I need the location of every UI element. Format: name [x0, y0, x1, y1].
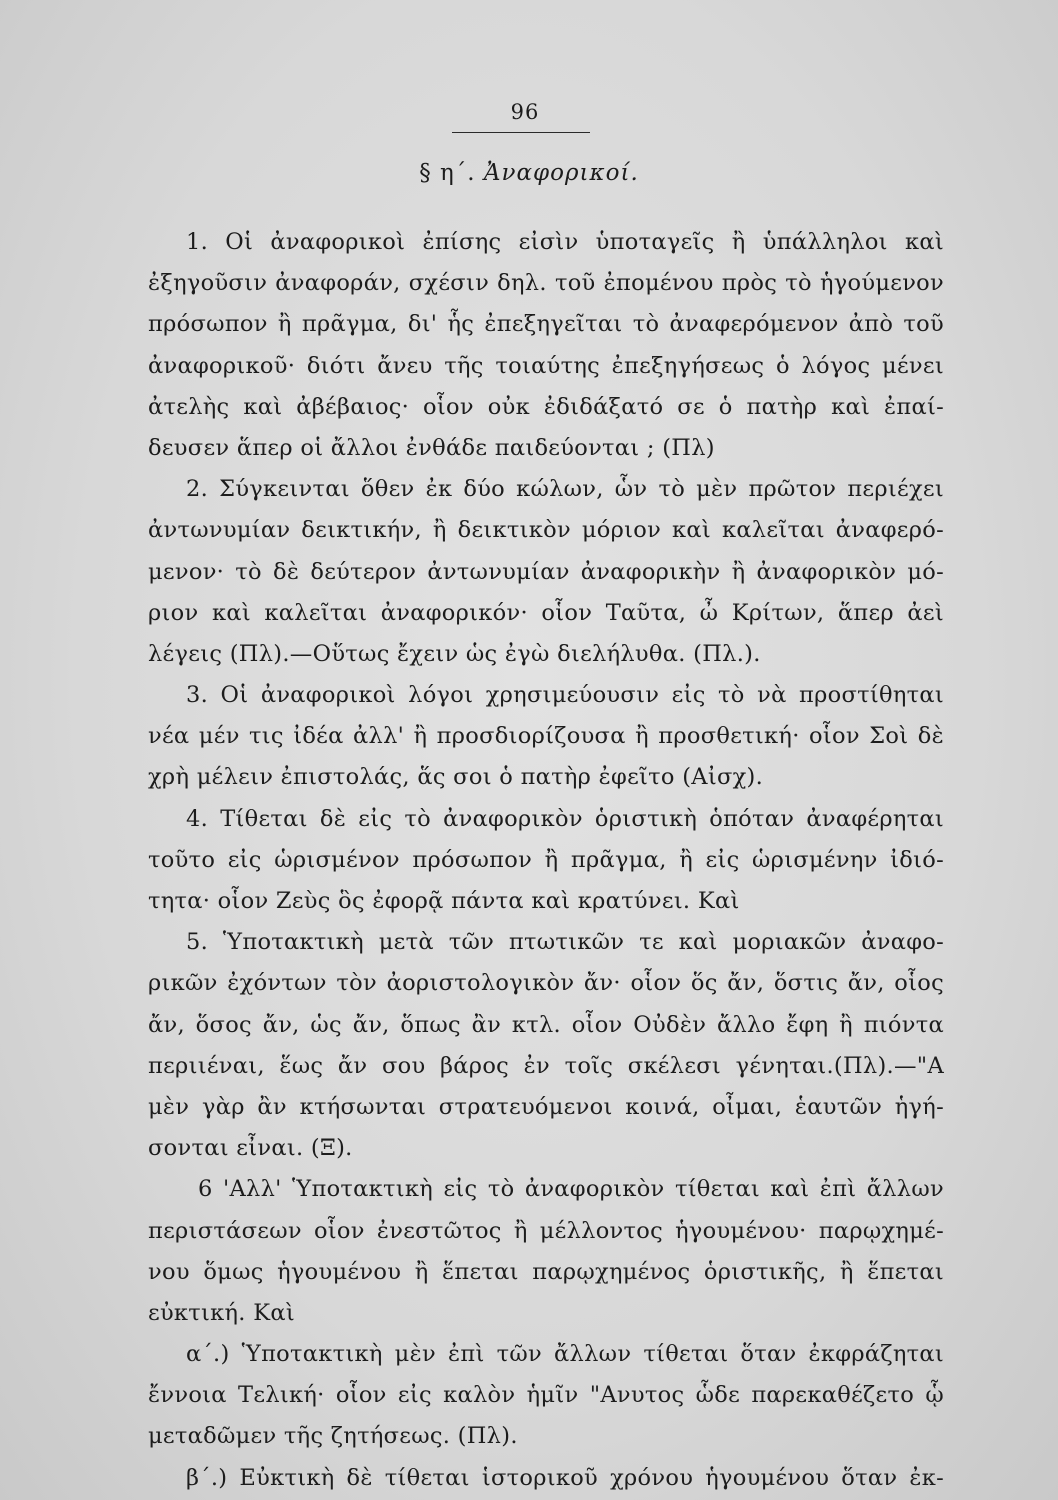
text-line: ἀτελὴς καὶ ἀβέβαιος· οἷον οὐκ ἐδιδάξατό σε ὁ πατὴρ καὶ ἐπαί- [148, 393, 944, 420]
text-line: μεταδῶμεν τῆς ζητήσεως. (Πλ). [148, 1423, 518, 1450]
section-heading [0, 160, 1058, 186]
page-number: 96 [510, 100, 540, 124]
text-line: 3. Οἱ ἀναφορικοὶ λόγοι χρησιμεύουσιν εἰς τὸ νὰ προστίθηται [186, 682, 944, 709]
text-line: νου ὅμως ἡγουμένου ἢ ἕπεται παρῳχημένος ὁριστικῆς, ἢ ἕπεται [148, 1258, 944, 1285]
text-line: σονται εἶναι. (Ξ). [148, 1135, 353, 1162]
text-line: ἐξηγοῦσιν ἀναφοράν, σχέσιν δηλ. τοῦ ἐπομένου πρὸς τὸ ἡγούμενον [148, 270, 944, 297]
text-line: α΄.) Ὑποτακτικὴ μὲν ἐπὶ τῶν ἄλλων τίθεται ὅταν ἐκφράζηται [186, 1341, 944, 1368]
text-line: νέα μέν τις ἰδέα ἀλλ' ἢ προσδιορίζουσα ἢ προσθετική· οἷον Σοὶ δὲ [148, 723, 944, 750]
text-line: 1. Οἱ ἀναφορικοὶ ἐπίσης εἰσὶν ὑποταγεῖς ἢ ὑπάλληλοι καὶ [186, 229, 944, 255]
text-line: ριον καὶ καλεῖται ἀναφορικόν· οἷον Ταῦτα, ὦ Κρίτων, ἅπερ ἀεὶ [148, 599, 944, 626]
text-line: ἀναφορικοῦ· διότι ἄνευ τῆς τοιαύτης ἐπεξηγήσεως ὁ λόγος μένει [148, 352, 944, 379]
text-line: ἀντωνυμίαν δεικτικήν, ἢ δεικτικὸν μόριον καὶ καλεῖται ἀναφερό- [148, 517, 944, 544]
text-line: τοῦτο εἰς ὡρισμένον πρόσωπον ἢ πρᾶγμα, ἢ εἰς ὡρισμένην ἰδιό- [148, 846, 944, 873]
text-line: εὐκτική. Καὶ [148, 1299, 295, 1326]
text-line: τητα· οἷον Ζεὺς ὃς ἐφορᾷ πάντα καὶ κρατύνει. Καὶ [148, 888, 740, 914]
text-line: 2. Σύγκεινται ὅθεν ἐκ δύο κώλων, ὧν τὸ μὲν πρῶτον περιέχει [186, 476, 944, 503]
text-line: ρικῶν ἐχόντων τὸν ἀοριστολογικὸν ἄν· οἷον ὅς ἄν, ὅστις ἄν, οἷος [148, 970, 944, 997]
section-title: Ἀναφορικοί. [483, 160, 639, 186]
body-text [148, 222, 944, 1499]
text-line: ἔννοια Τελική· οἷον εἰς καλὸν ἡμῖν "Ανυτος ὧδε παρεκαθέζετο ᾧ [148, 1382, 944, 1409]
text-line: 6 'Αλλ' Ὑποτακτικὴ εἰς τὸ ἀναφορικὸν τίθεται καὶ ἐπὶ ἄλλων [198, 1176, 944, 1203]
text-line: περιιέναι, ἕως ἄν σου βάρος ἐν τοῖς σκέλεσι γένηται.(Πλ).—"Α [148, 1052, 944, 1079]
text-line: μενον· τὸ δὲ δεύτερον ἀντωνυμίαν ἀναφορικὴν ἢ ἀναφορικὸν μό- [148, 558, 944, 585]
section-mark: § η΄. [419, 160, 476, 186]
text-line: πρόσωπον ἢ πρᾶγμα, δι' ἧς ἐπεξηγεῖται τὸ ἀναφερόμενον ἀπὸ τοῦ [148, 311, 944, 338]
text-line: μὲν γὰρ ἂν κτήσωνται στρατευόμενοι κοινά, οἶμαι, ἑαυτῶν ἡγή- [148, 1093, 944, 1120]
text-line: περιστάσεων οἷον ἐνεστῶτος ἢ μέλλοντος ἡγουμένου· παρῳχημέ- [148, 1217, 944, 1244]
text-line: λέγεις (Πλ).—Οὕτως ἔχειν ὡς ἐγὼ διελήλυθα. (Πλ.). [148, 640, 761, 667]
text-line: 5. Ὑποτακτικὴ μετὰ τῶν πτωτικῶν τε καὶ μοριακῶν ἀναφο- [186, 929, 944, 956]
text-line: ἄν, ὅσος ἄν, ὡς ἄν, ὅπως ἂν κτλ. οἷον Οὐδὲν ἄλλο ἔφη ἢ πιόντα [148, 1011, 944, 1038]
text-line: χρὴ μέλειν ἐπιστολάς, ἅς σοι ὁ πατὴρ ἐφεῖτο (Αἰσχ). [148, 764, 764, 791]
page-number-rule [452, 132, 590, 133]
text-line: 4. Τίθεται δὲ εἰς τὸ ἀναφορικὸν ὁριστικὴ ὁπόταν ἀναφέρηται [186, 805, 944, 832]
text-line: β΄.) Εὐκτικὴ δὲ τίθεται ἱστορικοῦ χρόνου ἡγουμένου ὅταν ἐκ- [186, 1464, 944, 1491]
text-line: δευσεν ἅπερ οἱ ἄλλοι ἐνθάδε παιδεύονται ; (Πλ) [148, 434, 715, 461]
